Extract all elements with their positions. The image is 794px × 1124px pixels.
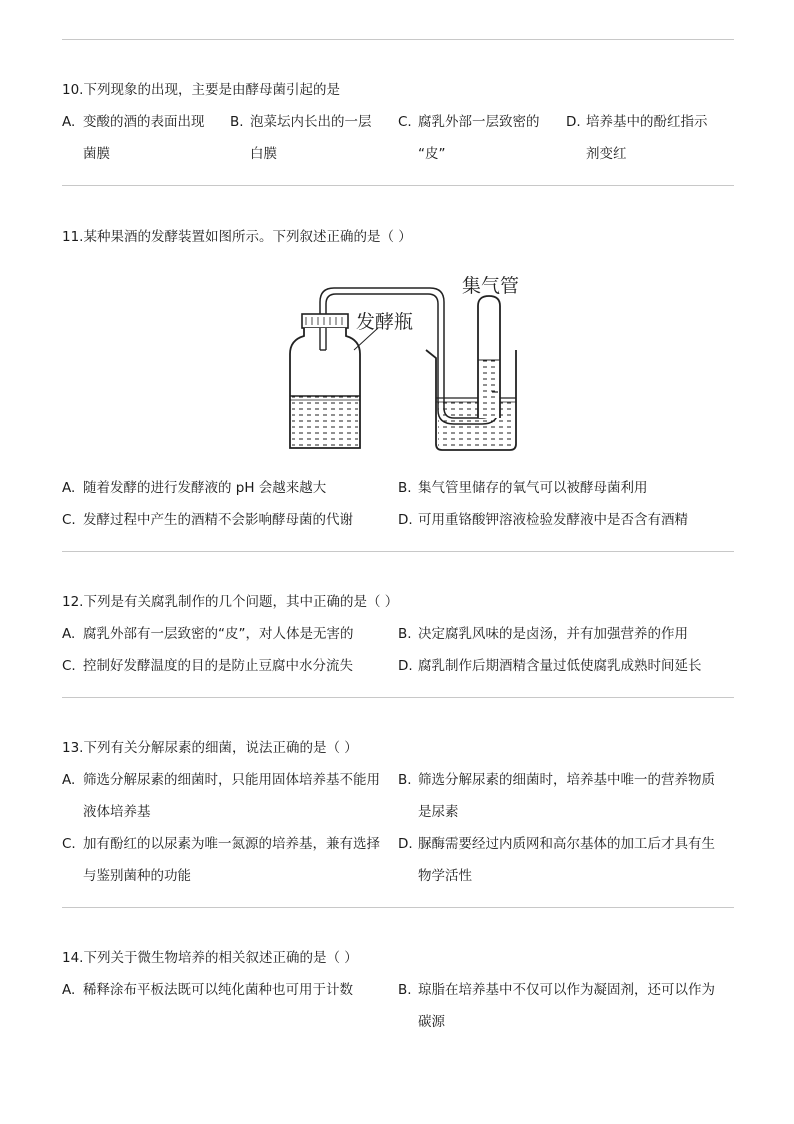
question-11-stem: 11.某种果酒的发酵装置如图所示。下列叙述正确的是（ ） xyxy=(62,229,412,245)
q10-option-c-letter: C. xyxy=(398,114,412,130)
question-13-stem: 13.下列有关分解尿素的细菌，说法正确的是（ ） xyxy=(62,740,358,756)
q11-option-b-text: 集气管里储存的氧气可以被酵母菌利用 xyxy=(418,480,648,496)
q11-option-a-text: 随着发酵的进行发酵液的 pH 会越来越大 xyxy=(83,480,327,496)
q12-option-a-letter: A. xyxy=(62,626,76,642)
q11-option-d-text: 可用重铬酸钾溶液检验发酵液中是否含有酒精 xyxy=(418,512,688,528)
q10-option-c-text: 腐乳外部一层致密的 xyxy=(418,114,540,130)
q13-option-c-text-cont: 与鉴别菌种的功能 xyxy=(83,868,191,884)
q13-option-a-letter: A. xyxy=(62,772,76,788)
gas-collecting-tube xyxy=(478,296,500,418)
gas-tube-label: 集气管 xyxy=(462,275,520,297)
q13-option-b-text: 筛选分解尿素的细菌时，培养基中唯一的营养物质 xyxy=(418,772,715,788)
q13-option-d-text: 脲酶需要经过内质网和高尔基体的加工后才具有生 xyxy=(418,836,715,852)
q12-option-d-letter: D. xyxy=(398,658,413,674)
q12-option-c-text: 控制好发酵温度的目的是防止豆腐中水分流失 xyxy=(83,658,353,674)
q11-option-b-letter: B. xyxy=(398,480,412,496)
q10-option-d-text: 培养基中的酚红指示 xyxy=(586,114,708,130)
q13-option-a-text: 筛选分解尿素的细菌时，只能用固体培养基不能用 xyxy=(83,772,380,788)
divider xyxy=(62,185,734,186)
divider xyxy=(62,907,734,908)
q12-option-a-text: 腐乳外部有一层致密的“皮”，对人体是无害的 xyxy=(83,626,354,642)
q10-option-b-text: 泡菜坛内长出的一层 xyxy=(250,114,372,130)
question-10-stem: 10.下列现象的出现，主要是由酵母菌引起的是 xyxy=(62,82,340,98)
q12-option-d-text: 腐乳制作后期酒精含量过低使腐乳成熟时间延长 xyxy=(418,658,702,674)
q12-option-c-letter: C. xyxy=(62,658,76,674)
q10-option-b-letter: B. xyxy=(230,114,244,130)
q13-option-b-letter: B. xyxy=(398,772,412,788)
q10-option-d-letter: D. xyxy=(566,114,581,130)
q10-option-a-text: 变酸的酒的表面出现 xyxy=(83,114,205,130)
fermentation-apparatus-diagram xyxy=(282,268,532,454)
q13-option-d-letter: D. xyxy=(398,836,413,852)
question-14-stem: 14.下列关于微生物培养的相关叙述正确的是（ ） xyxy=(62,950,358,966)
q11-option-a-letter: A. xyxy=(62,480,76,496)
q10-option-a-text-cont: 菌膜 xyxy=(83,146,110,162)
q12-option-b-text: 决定腐乳风味的是卤汤，并有加强营养的作用 xyxy=(418,626,688,642)
q13-option-b-text-cont: 是尿素 xyxy=(418,804,459,820)
q10-option-a-letter: A. xyxy=(62,114,76,130)
q11-option-c-letter: C. xyxy=(62,512,76,528)
q10-option-b-text-cont: 白膜 xyxy=(250,146,277,162)
question-12-stem: 12.下列是有关腐乳制作的几个问题，其中正确的是（ ） xyxy=(62,594,399,610)
beaker xyxy=(426,350,516,450)
bottle-label: 发酵瓶 xyxy=(356,311,414,333)
divider xyxy=(62,697,734,698)
q10-option-c-text-cont: “皮” xyxy=(418,146,446,162)
q13-option-d-text-cont: 物学活性 xyxy=(418,868,472,884)
top-divider xyxy=(62,39,734,40)
q14-option-b-text-cont: 碳源 xyxy=(418,1014,445,1030)
divider xyxy=(62,551,734,552)
q12-option-b-letter: B. xyxy=(398,626,412,642)
q14-option-b-text: 琼脂在培养基中不仅可以作为凝固剂，还可以作为 xyxy=(418,982,715,998)
q10-option-d-text-cont: 剂变红 xyxy=(586,146,627,162)
q13-option-c-text: 加有酚红的以尿素为唯一氮源的培养基，兼有选择 xyxy=(83,836,380,852)
q13-option-c-letter: C. xyxy=(62,836,76,852)
q11-option-d-letter: D. xyxy=(398,512,413,528)
q13-option-a-text-cont: 液体培养基 xyxy=(83,804,151,820)
fermentation-bottle xyxy=(290,314,360,448)
q14-option-a-text: 稀释涂布平板法既可以纯化菌种也可用于计数 xyxy=(83,982,353,998)
q14-option-b-letter: B. xyxy=(398,982,412,998)
q14-option-a-letter: A. xyxy=(62,982,76,998)
q11-option-c-text: 发酵过程中产生的酒精不会影响酵母菌的代谢 xyxy=(83,512,353,528)
